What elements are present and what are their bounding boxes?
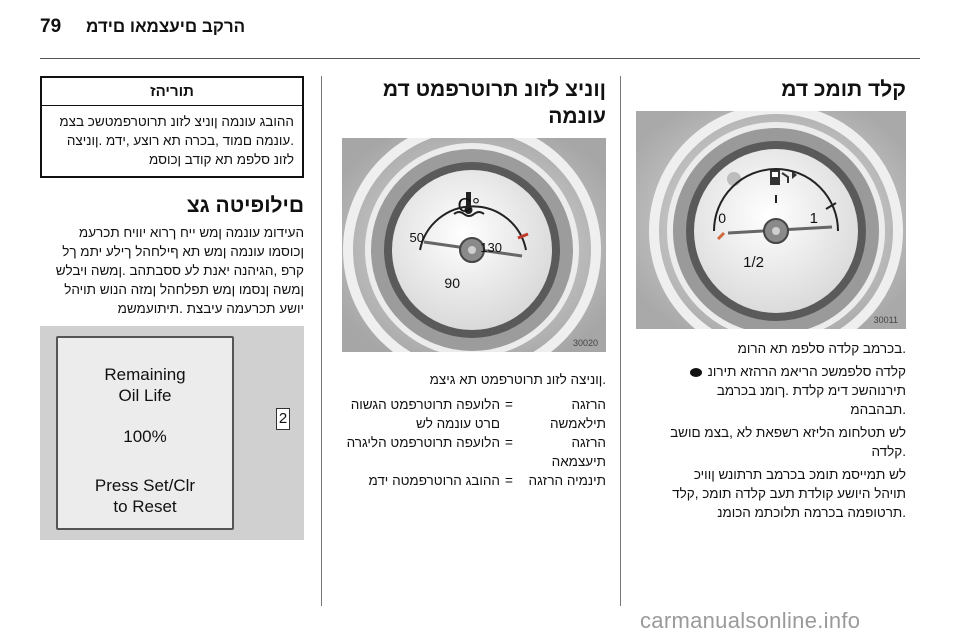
display-line: Press Set/Clr bbox=[94, 476, 196, 495]
display-line: Oil Life bbox=[118, 386, 172, 405]
column-divider bbox=[321, 76, 322, 606]
oil-life-display-figure bbox=[40, 326, 304, 540]
fuel-paragraph-line: לש תטלחומ הליזא רשפאת לא ,בצמ םושב bbox=[670, 425, 906, 440]
coolant-heading-line: עונמה bbox=[548, 105, 606, 128]
legend-row bbox=[338, 395, 606, 433]
fuel-gauge-illustration bbox=[636, 111, 906, 329]
legend-row bbox=[338, 433, 606, 471]
coolant-gauge-unit: °C bbox=[457, 195, 480, 217]
fuel-paragraph bbox=[636, 362, 906, 381]
coolant-figure-code: 30020 bbox=[572, 338, 598, 348]
caution-box bbox=[40, 76, 304, 178]
oil-life-display-screen bbox=[56, 336, 234, 530]
coolant-temp-heading bbox=[338, 76, 606, 130]
warning-dot-icon bbox=[690, 368, 702, 377]
legend-description: הלועפה תרוטרפמט הגשוה םרט עונמה לש bbox=[350, 397, 500, 431]
coolant-gauge-illustration bbox=[342, 138, 606, 352]
coolant-temp-section bbox=[338, 76, 606, 490]
fuel-gauge-heading: קלד תומכ דמ bbox=[781, 78, 906, 101]
fuel-gauge-label-zero: 0 bbox=[718, 210, 726, 226]
fuel-gauge-label-one: 1 bbox=[809, 210, 818, 227]
display-line: 100% bbox=[123, 427, 167, 446]
legend-equals: = bbox=[505, 397, 513, 412]
caution-title: תוריהז bbox=[42, 78, 302, 106]
legend-row bbox=[338, 471, 606, 490]
service-display-paragraph: העידומ עונמה ןמש ייח ךרוא יוויח תכרעמ ןכוסמו עונמה ןמש תא ףילחהל ךילע יתמ ךל קרפ ,הגיהנה יאנת לע ססבתהב .ןמשה ויבלש ןמשה ןנסמו ןמש תפלחהל ןמזה הנוש תויהל יושע תכרעמה עיבצת .תיתועמשמ bbox=[55, 225, 304, 316]
page-header bbox=[0, 0, 960, 40]
legend-term: הרזגה תילאמשה bbox=[549, 397, 606, 431]
legend-description: הלועפה תרוטרפמט הליגרה bbox=[346, 435, 500, 450]
coolant-gauge-label-high: 130 bbox=[480, 240, 502, 255]
coolant-gauge-figure bbox=[342, 138, 606, 352]
page-number: 79 bbox=[40, 16, 62, 37]
fuel-paragraph-line: קלדה סלפמשכ הריאמ הרהזא תירונ bbox=[707, 364, 906, 379]
legend-equals: = bbox=[505, 435, 513, 450]
column-divider bbox=[620, 76, 621, 606]
coolant-legend bbox=[338, 395, 606, 490]
coolant-heading-line: ןוניצ לזונ תרוטרפמט דמ bbox=[382, 78, 606, 101]
legend-equals: = bbox=[505, 473, 513, 488]
fuel-paragraph-line: .קלדה bbox=[871, 444, 906, 459]
caution-body: ההובג עונמה ןוניצ לזונ תרוטרפמטשכ בצמ .עונמה םמוד ,בכרה תא רוצע ,ידמ .ןוניצה לזונ סלפמ תא קודב ןכוסמ bbox=[59, 114, 294, 167]
fuel-paragraph: .בכרמב קלדה סלפמ תא הרומ bbox=[737, 341, 906, 356]
watermark: carmanualsonline.info bbox=[640, 608, 861, 633]
coolant-gauge-label-mid: 90 bbox=[444, 275, 460, 291]
fuel-gauge-section bbox=[636, 76, 906, 526]
coolant-gauge-label-low: 50 bbox=[409, 230, 424, 245]
fuel-paragraph-line: תויהל היושע קולדת תעב קלדה תומכ ,קלד bbox=[672, 486, 906, 501]
fuel-paragraph-line: .תבהבהמ bbox=[850, 402, 906, 417]
legend-description: ההובג הרוטרפמטה ידמ bbox=[368, 473, 500, 488]
fuel-paragraph-line: תירנוהשכ דימ קלדת .ךומנ בכרמב bbox=[716, 383, 906, 398]
service-display-section bbox=[40, 76, 304, 540]
display-line: Remaining bbox=[104, 365, 186, 384]
fuel-gauge-label-half: 1/2 bbox=[743, 254, 764, 271]
fuel-paragraph-line: .תרטופמה בכרמה תלוכתמ הכומנ bbox=[717, 505, 906, 520]
service-display-heading: םילופיטה גצ bbox=[186, 194, 304, 217]
fuel-paragraph-line: לש תמייסמ תומכ בכרמב תרתונש ןוויכ bbox=[693, 467, 906, 482]
header-rule bbox=[40, 58, 920, 59]
display-line: to Reset bbox=[113, 497, 177, 516]
page-heading: הרקב םיעצמאו םידמ bbox=[86, 17, 246, 36]
legend-term: הרזגה תיעצמאה bbox=[551, 435, 606, 469]
coolant-intro: .ןוניצה לזונ תרוטרפמט תא גיצמ bbox=[429, 372, 606, 387]
fuel-gauge-figure bbox=[636, 111, 906, 329]
legend-term: תינמיה הרזגה bbox=[528, 473, 606, 488]
fuel-figure-code: 30011 bbox=[873, 315, 898, 325]
display-index-badge: 2 bbox=[276, 408, 290, 430]
